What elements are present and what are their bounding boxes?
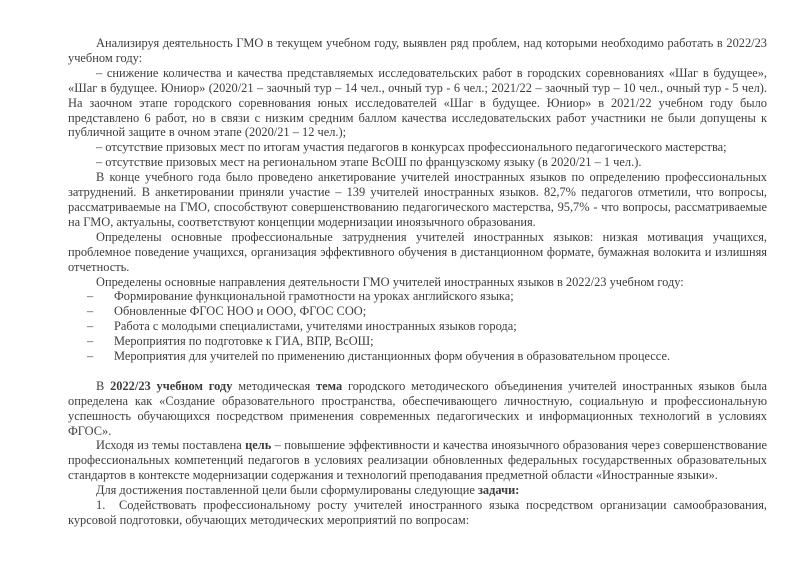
text-run: – повышение эффективности и качества иноязычного образования через совершенствование профессиональных компетенций педагогов в условиях реализации обновленных федеральных государственных образовательных стандартов в контексте модернизации содержания и технологий преподавания предметной области «Иностранные языки». bbox=[68, 438, 768, 483]
text-run: В конце учебного года было проведено анкетирование учителей иностранных языков по определению профессиональных затруднений. В анкетировании приняли участие – 139 учителей иностранных языков. 82,7% педагогов отметили, что вопросы, рассматриваемые на ГМО, способствуют совершенствованию педагогического мастерства, 95,7% - что вопросы, рассматриваемые на ГМО, актуальны, соответствуют концепции модернизации иноязычного образования. bbox=[68, 170, 767, 229]
text-run: методическая bbox=[232, 378, 316, 393]
dash-marker: – bbox=[87, 289, 94, 304]
text-run: Исходя из темы поставлена bbox=[96, 438, 246, 453]
paragraph bbox=[68, 498, 767, 528]
bold-text-run: тема bbox=[316, 378, 343, 393]
text-run: Мероприятия по подготовке к ГИА, ВПР, ВсОШ; bbox=[114, 334, 374, 349]
paragraph bbox=[68, 483, 767, 498]
paragraph bbox=[68, 66, 767, 141]
text-run: 1. Содействовать профессиональному росту учителей иностранного языка посредством организации самообразования, курсовой подготовки, обучающих методических мероприятий по вопросам: bbox=[68, 498, 767, 527]
text-run: Для достижения поставленной цели были сформулированы следующие bbox=[96, 483, 478, 498]
paragraph-spacer bbox=[68, 364, 767, 379]
text-run: Обновленные ФГОС НОО и ООО, ФГОС СОО; bbox=[114, 304, 367, 319]
text-run: Работа с молодыми специалистами, учителями иностранных языков города; bbox=[114, 319, 517, 334]
text-run: Формирование функциональной грамотности на уроках английского языка; bbox=[114, 289, 514, 304]
text-run: Определены основные направления деятельности ГМО учителей иностранных языков в 2022/23 учебном году: bbox=[96, 274, 684, 289]
text-run: – отсутствие призовых мест на региональном этапе ВсОШ по французскому языку (в 2020/21 – 1 чел.). bbox=[96, 155, 642, 170]
paragraph bbox=[68, 379, 767, 439]
text-run: – снижение количества и качества представляемых исследовательских работ в городских соревнованиях «Шаг в будущее», «Шаг в будущее. Юниор» (2020/21 – заочный тур – 14 чел., очный тур - 6 чел.; 2021/22 – заочный тур – 10 чел., очный тур - 5 чел). На заочном этапе городского соревнования юных исследователей «Шаг в будущее. Юниор» в 2021/22 учебном году было представлено 6 работ, но в связи с низким средним баллом качества исследовательских работ участники не были допущены к публичной защите в очном этапе (2020/21 – 12 чел.); bbox=[68, 65, 767, 140]
dash-marker: – bbox=[87, 349, 94, 364]
bold-text-run: цель bbox=[245, 438, 272, 453]
list-item bbox=[68, 289, 767, 304]
dash-marker: – bbox=[87, 334, 94, 349]
list-item bbox=[68, 334, 767, 349]
bold-text-run: 2022/23 учебном году bbox=[110, 378, 233, 393]
text-run: Определены основные профессиональные затруднения учителей иностранных языков: низкая мотивация учащихся, проблемное поведение учащихся, организация эффективного обучения в дистанционном формате, бумажная волокита и излишняя отчетность. bbox=[68, 229, 767, 274]
text-run: Анализируя деятельность ГМО в текущем учебном году, выявлен ряд проблем, над которыми необходимо работать в 2022/23 учебном году: bbox=[68, 36, 767, 65]
paragraph bbox=[68, 155, 767, 170]
dash-marker: – bbox=[87, 319, 94, 334]
dash-marker: – bbox=[87, 304, 94, 319]
paragraph bbox=[68, 275, 767, 290]
paragraph bbox=[68, 140, 767, 155]
paragraph bbox=[68, 170, 767, 230]
paragraph bbox=[68, 230, 767, 275]
paragraph bbox=[68, 438, 767, 483]
list-item bbox=[68, 349, 767, 364]
text-run: городского методического объединения учителей иностранных языков была определена как «Создание образовательного пространства, обеспечивающего личностную, социальную и профессиональную успешность обучающихся посредством применения современных педагогических и информационных технологий в условиях ФГОС». bbox=[68, 378, 767, 438]
text-run: – отсутствие призовых мест по итогам участия педагогов в конкурсах профессионального педагогического мастерства; bbox=[96, 140, 727, 155]
text-run: В bbox=[96, 378, 111, 393]
text-run: Мероприятия для учителей по применению дистанционных форм обучения в образовательном процессе. bbox=[114, 349, 671, 364]
bold-text-run: задачи: bbox=[477, 483, 520, 498]
paragraph bbox=[68, 36, 767, 66]
list-item bbox=[68, 319, 767, 334]
list-item bbox=[68, 304, 767, 319]
